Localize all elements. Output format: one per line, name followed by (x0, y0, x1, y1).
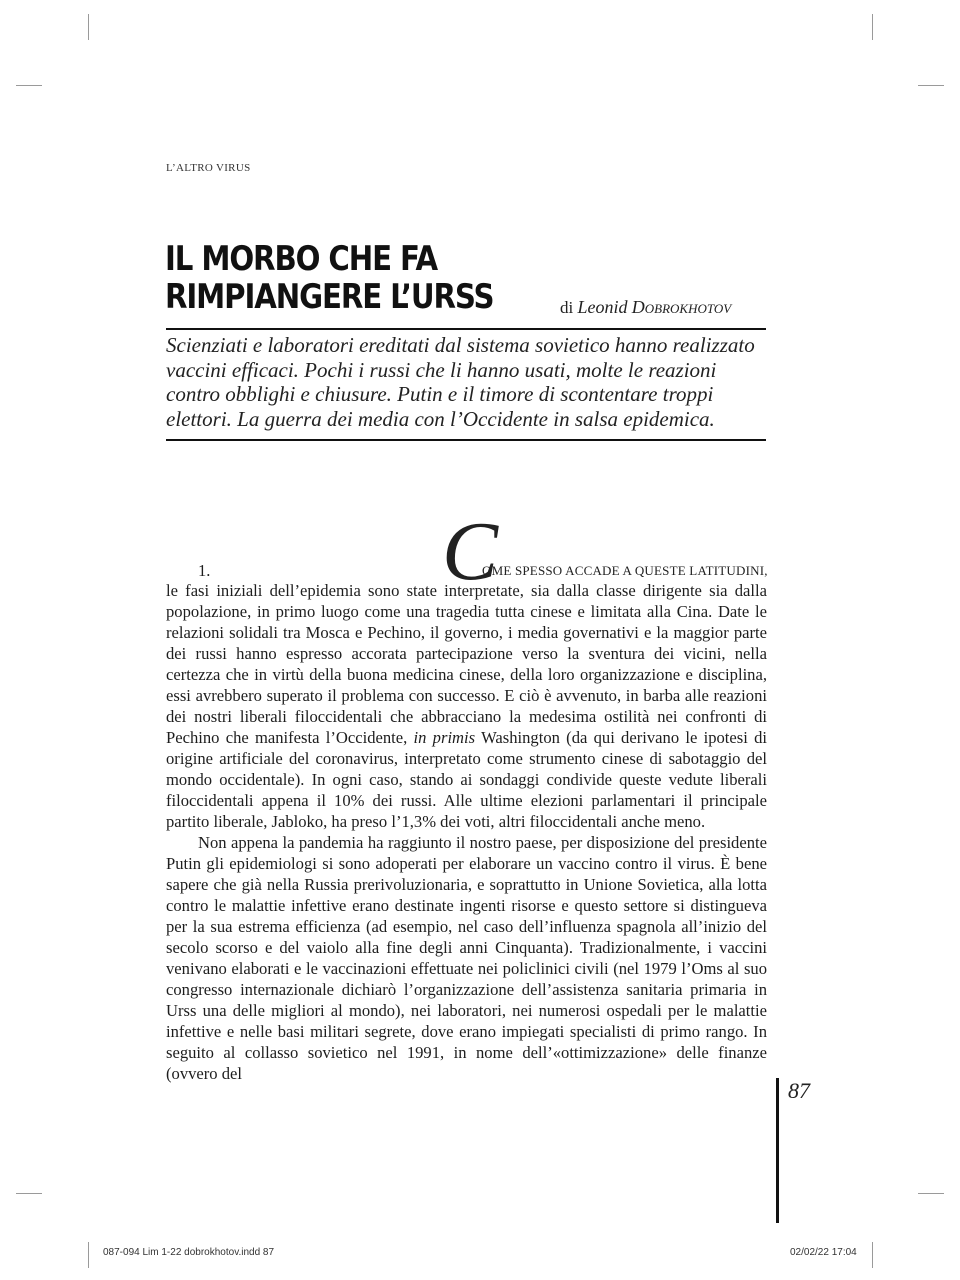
section-number: 1. (198, 561, 211, 580)
article-title (165, 240, 526, 316)
slug-file: 087-094 Lim 1-22 dobrokhotov.indd 87 (103, 1247, 275, 1258)
crop-mark (872, 1242, 873, 1268)
crop-mark (918, 1193, 944, 1194)
top-rule (166, 328, 766, 330)
paragraph: Non appena la pandemia ha raggiunto il nostro paese, per disposizione del presidente Putin gli epidemiologi si sono adoperati per elaborare un vaccino contro il virus. È bene sapere che già nella Russia prerivoluzionaria, e soprattutto in Unione Sovietica, alla lotta contro le malattie infettive erano destinate ingenti risorse e questo settore si distingueva per la sua estrema efficienza (ad esempio, nel caso dell’influenza spagnola all’inizio del secolo scorso e del vaiolo alla fine degli anni Cinquanta). Tradizionalmente, i vaccini venivano elaborati e le vaccinazioni effettuate nei policlinici civili (nel 1979 l’Oms al suo congresso internazionale dichiarò l’organizzazione dell’assistenza sanitaria primaria in Urss una delle migliori al mondo), nei laboratori, nei numerosi ospedali per le malattie infettive e nelle basi militari segrete, dove erano impiegati specialisti di primo rango. In seguito al collasso sovietico nel 1991, in nome dell’«ottimizzazione» delle finanze (ovvero del (166, 833, 767, 1083)
bottom-rule (166, 439, 766, 441)
byline-prefix: di (560, 298, 574, 317)
crop-mark (88, 1242, 89, 1268)
paragraph (166, 580, 767, 832)
opening-small-caps: OME SPESSO ACCADE A QUESTE LATITUDINI, (482, 563, 768, 578)
article-body (166, 580, 767, 1084)
slug-date: 02/02/22 17:04 (790, 1247, 857, 1258)
crop-mark (918, 85, 944, 86)
page-bar (776, 1078, 779, 1223)
byline (560, 297, 731, 318)
crop-mark (16, 85, 42, 86)
title-line: RIMPIANGERE L’URSS (165, 277, 494, 317)
author-first-name: Leonid (577, 297, 628, 317)
author-last-name: Dobrokhotov (631, 297, 732, 317)
paragraph-text: le fasi iniziali dell’epidemia sono state interpretate, sia dalla classe dirigente sia dalla popolazione, in primo luogo come una tragedia tutta cinese e limitata alla Cina. Date le relazioni solidali tra Mosca e Pechino, il governo, i media governativi e la maggior parte dei russi hanno espresso accorata partecipazione verso la sventura dei vicini, nella certezza che in virtù della buona medicina cinese, della loro organizzazione e disciplina, essi avrebbero superato il problema con successo. E ciò è avvenuto, in barba alle reazioni dei nostri liberali filoccidentali che abbracciano la medesima ostilità nei confronti di Pechino che manifesta l’Occidente, (166, 581, 767, 747)
crop-mark (88, 14, 89, 40)
title-line: IL MORBO CHE FA (165, 239, 438, 279)
crop-mark (872, 14, 873, 40)
section-header: L’ALTRO VIRUS (166, 162, 251, 174)
crop-mark (16, 1193, 42, 1194)
italic-phrase: in primis (413, 728, 476, 747)
article-summary: Scienziati e laboratori ereditati dal sistema sovietico hanno realizzato vaccini efficaci. Pochi i russi che li hanno usati, molte le reazioni contro obblighi e chiusure. Putin e il timore di scontentare troppi elettori. La guerra dei media con l’Occidente in salsa epidemica. (166, 333, 755, 431)
page-number: 87 (788, 1078, 810, 1103)
drop-cap: C (442, 505, 499, 598)
paragraph-text: Washington (da qui derivano le ipotesi di origine artificiale del coronavirus, interpretato come strumento cinese di sabotaggio del mondo occidentale). In ogni caso, stando ai sondaggi condivide queste vedute liberali filoccidentali appena il 10% dei russi. Alle ultime elezioni parlamentari il principale partito liberale, Jabloko, ha preso l’1,3% dei voti, altri filoccidentali anche meno. (166, 728, 767, 831)
